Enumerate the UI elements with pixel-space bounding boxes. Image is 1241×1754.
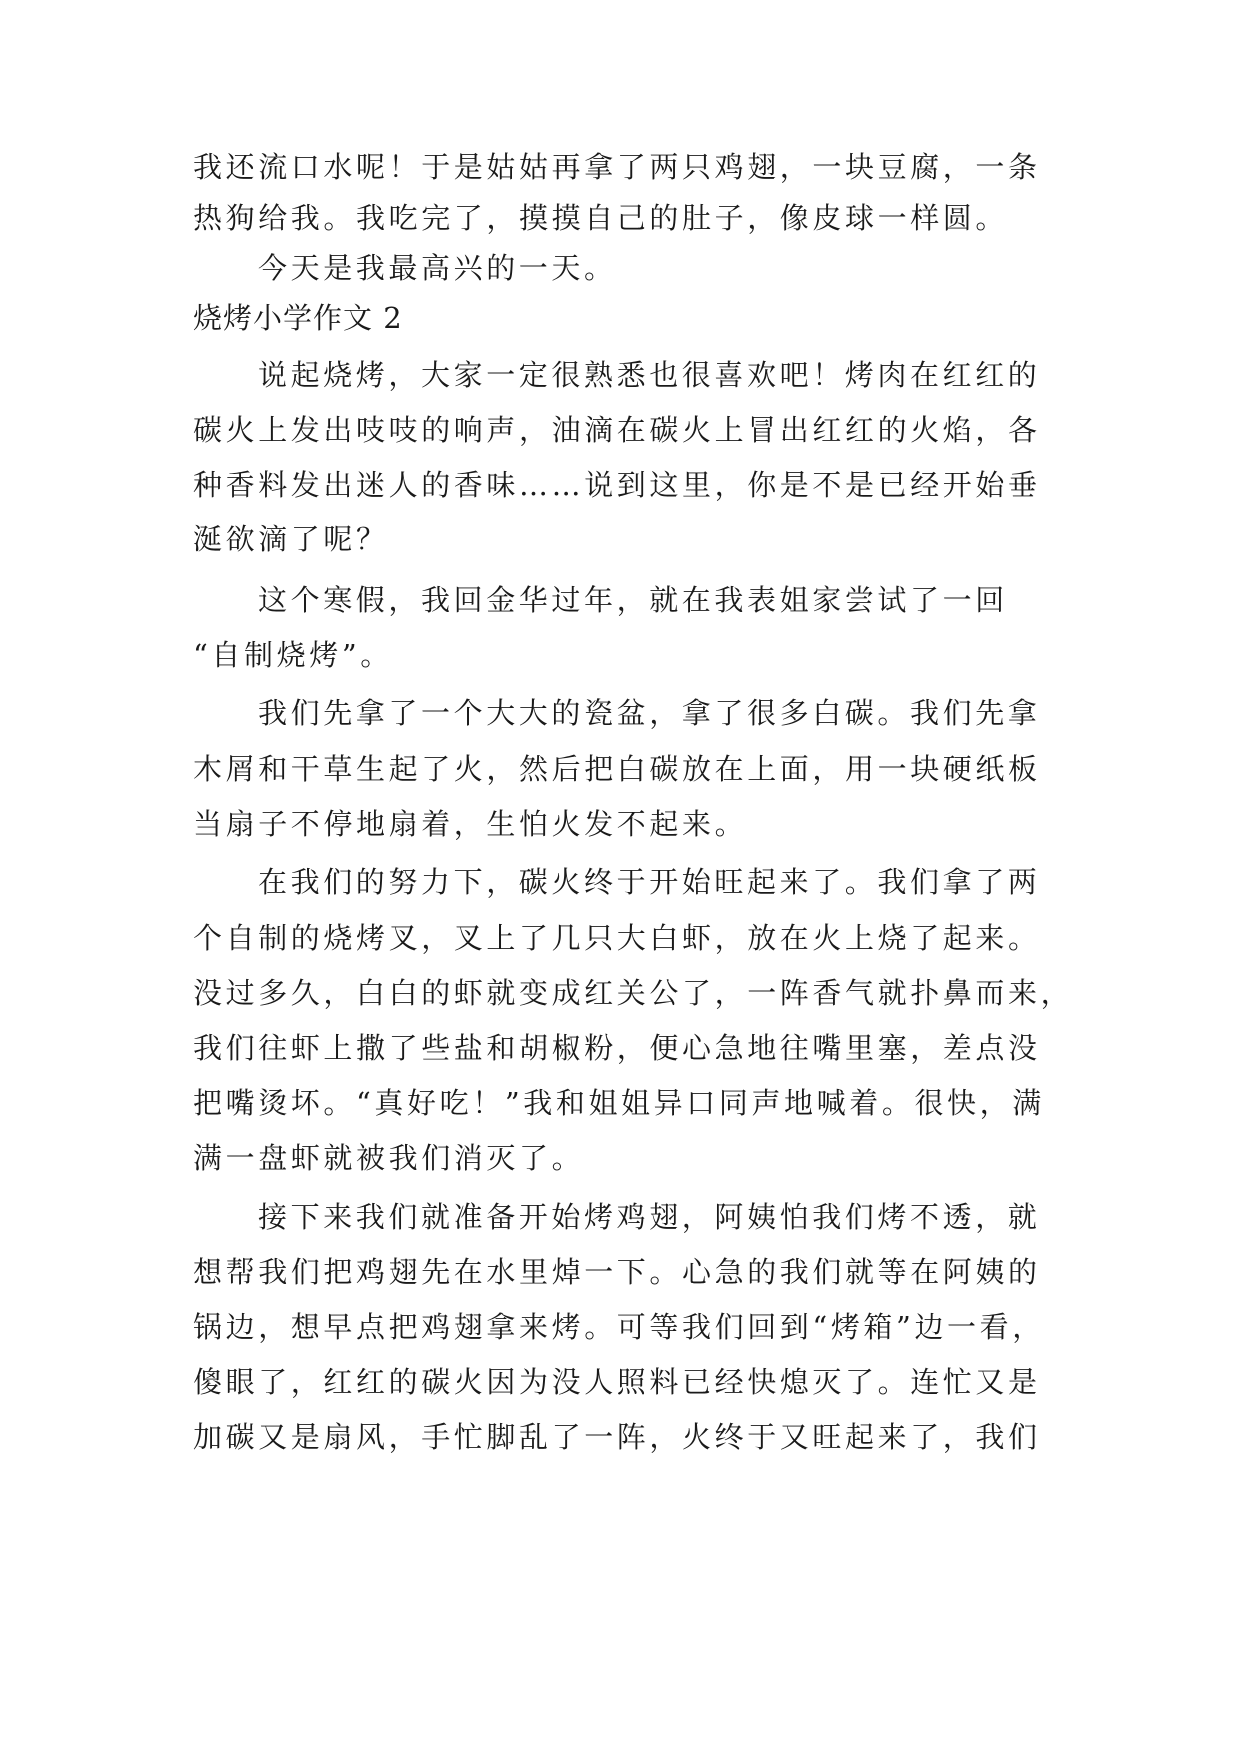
section-title: 烧烤小学作文 2: [193, 301, 403, 335]
text-line: 没过多久，白白的虾就变成红关公了，一阵香气就扑鼻而来，: [193, 976, 1074, 1010]
text-line: 涎欲滴了呢？: [193, 522, 389, 556]
text-line: 我们往虾上撒了些盐和胡椒粉，便心急地往嘴里塞，差点没: [193, 1031, 1041, 1065]
text-line: 今天是我最高兴的一天。: [258, 251, 617, 285]
text-line: 说起烧烤，大家一定很熟悉也很喜欢吧！烤肉在红红的: [258, 358, 1041, 392]
text-line: 接下来我们就准备开始烤鸡翅，阿姨怕我们烤不透，就: [258, 1200, 1041, 1234]
text-line: “自制烧烤”。: [193, 638, 393, 672]
text-line: 我还流口水呢！于是姑姑再拿了两只鸡翅，一块豆腐，一条: [193, 150, 1041, 184]
text-line: 我们先拿了一个大大的瓷盆，拿了很多白碳。我们先拿: [258, 696, 1041, 730]
text-line: 热狗给我。我吃完了，摸摸自己的肚子，像皮球一样圆。: [193, 201, 1009, 235]
text-line: 这个寒假，我回金华过年，就在我表姐家尝试了一回: [258, 583, 1008, 617]
text-line: 个自制的烧烤叉，叉上了几只大白虾，放在火上烧了起来。: [193, 921, 1041, 955]
text-line: 木屑和干草生起了火，然后把白碳放在上面，用一块硬纸板: [193, 752, 1041, 786]
text-line: 加碳又是扇风，手忙脚乱了一阵，火终于又旺起来了，我们: [193, 1420, 1041, 1454]
text-line: 把嘴烫坏。“真好吃！”我和姐姐异口同声地喊着。很快，满: [193, 1086, 1045, 1120]
text-line: 傻眼了，红红的碳火因为没人照料已经快熄灭了。连忙又是: [193, 1365, 1041, 1399]
text-line: 当扇子不停地扇着，生怕火发不起来。: [193, 807, 748, 841]
text-line: 在我们的努力下，碳火终于开始旺起来了。我们拿了两: [258, 865, 1041, 899]
text-line: 满一盘虾就被我们消灭了。: [193, 1141, 585, 1175]
text-line: 想帮我们把鸡翅先在水里焯一下。心急的我们就等在阿姨的: [193, 1255, 1041, 1289]
text-line: 碳火上发出吱吱的响声，油滴在碳火上冒出红红的火焰，各: [193, 413, 1041, 447]
text-line: 锅边，想早点把鸡翅拿来烤。可等我们回到“烤箱”边一看，: [193, 1310, 1045, 1344]
text-line: 种香料发出迷人的香味……说到这里，你是不是已经开始垂: [193, 468, 1041, 502]
